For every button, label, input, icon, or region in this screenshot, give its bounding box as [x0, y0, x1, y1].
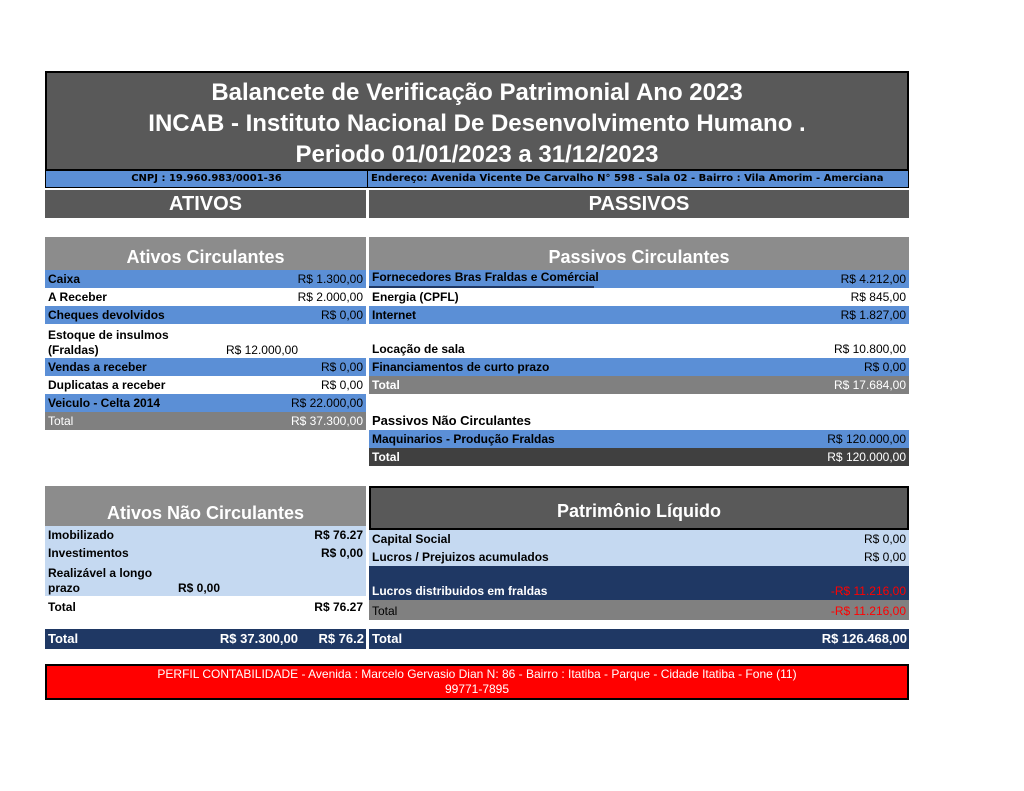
row-label: Imobilizado: [48, 528, 114, 542]
passivos-nao-circulantes-table: [369, 412, 909, 466]
table-row: [369, 324, 909, 358]
row-label: Locação de sala: [372, 342, 465, 356]
accounting-firm-footer: [45, 664, 909, 700]
footer-line-2: 99771-7895: [444, 682, 510, 696]
passivos-grand-total-row: [369, 629, 909, 649]
row-label: Total: [48, 600, 76, 614]
row-label: Total: [372, 378, 400, 392]
total-row: [369, 448, 909, 466]
ativos-nao-circulantes-title: [45, 486, 366, 526]
row-value: R$ 2.000,00: [297, 290, 363, 304]
address-cell: [367, 170, 909, 188]
address-text: Endereço: Avenida Vicente De Carvalho N° 598 - Sala 02 - Bairro : Vila Amorim - Amerciana: [371, 173, 884, 184]
ativos-heading: [45, 190, 366, 218]
row-label: Internet: [372, 308, 417, 322]
passivos-heading: [369, 190, 909, 218]
footer-line-1: PERFIL CONTABILIDADE - Avenida : Marcelo Gervasio Dian N: 86 - Bairro : Itatiba - Parque - Cidade Itatiba - Fone (11): [157, 667, 797, 681]
total-row: [369, 600, 909, 620]
passivos-circulantes-title: [369, 237, 909, 270]
passivos-nao-circulantes-title: [369, 412, 909, 430]
row-value: R$ 120.000,00: [827, 432, 906, 446]
row-value: R$ 22.000,00: [290, 396, 363, 410]
row-label: Total: [372, 604, 398, 618]
patrimonio-liquido-table: [369, 486, 909, 620]
table-row: [45, 526, 366, 544]
table-row: [369, 530, 909, 548]
table-row: [45, 324, 366, 358]
passivos-heading-text: PASSIVOS: [588, 193, 690, 215]
row-label: Duplicatas a receber: [48, 378, 166, 392]
row-value: R$ 0,00: [320, 546, 363, 560]
grand-total-value: R$ 126.468,00: [821, 631, 907, 646]
table-row: [45, 306, 366, 324]
grand-total-value: R$ 37.300,00: [219, 631, 298, 646]
table-row: [45, 544, 366, 562]
report-header: [45, 71, 909, 171]
ativos-circulantes-table: [45, 237, 366, 430]
report-period: Periodo 01/01/2023 a 31/12/2023: [295, 141, 659, 168]
row-label: Cheques devolvidos: [48, 308, 165, 322]
patrimonio-liquido-title: [369, 486, 909, 530]
table-row: [369, 566, 909, 600]
row-value: R$ 0,00: [320, 378, 363, 392]
total-row: [369, 376, 909, 394]
row-label: Estoque de insulmos (Fraldas): [48, 328, 169, 357]
table-row: [45, 394, 366, 412]
row-label: A Receber: [48, 290, 107, 304]
row-label: Fornecedores Bras Fraldas e Comércial: [369, 268, 594, 288]
grand-total-label: Total: [372, 631, 403, 646]
cnpj-cell: [45, 170, 368, 188]
row-value: R$ 0,00: [863, 550, 906, 564]
ativos-grand-total-row: [45, 629, 366, 649]
table-row: [369, 548, 909, 566]
row-label: Financiamentos de curto prazo: [372, 360, 550, 374]
row-value: R$ 0,00: [863, 532, 906, 546]
row-label: Realizável a longo prazo: [48, 566, 153, 595]
table-row: [369, 288, 909, 306]
table-row: [369, 306, 909, 324]
row-value: R$ 0,00: [178, 581, 221, 595]
row-value: R$ 1.300,00: [297, 272, 363, 286]
row-value: -R$ 11.216,00: [830, 584, 906, 598]
row-label: Maquinarios - Produção Fraldas: [372, 432, 555, 446]
passivos-circulantes-table: [369, 237, 909, 394]
passivos-circulantes-title-text: Passivos Circulantes: [548, 247, 730, 267]
passivos-nao-circulantes-title-text: Passivos Não Circulantes: [372, 413, 531, 428]
total-row: [45, 596, 366, 616]
ativos-circulantes-title: [45, 237, 366, 270]
row-value: R$ 37.300,00: [290, 414, 363, 428]
row-value: -R$ 11.216,00: [830, 604, 906, 618]
table-row: [45, 376, 366, 394]
row-value: R$ 4.212,00: [840, 272, 906, 286]
row-label: Lucros distribuidos em fraldas: [372, 584, 548, 598]
row-value: R$ 845,00: [850, 290, 906, 304]
row-value: R$ 1.827,00: [840, 308, 906, 322]
table-row: [369, 358, 909, 376]
grand-total-label: Total: [48, 631, 79, 646]
row-value: R$ 10.800,00: [833, 342, 906, 356]
grand-total-value-secondary: R$ 76.2: [318, 631, 364, 646]
table-row: [369, 270, 909, 288]
table-row: [45, 562, 366, 596]
organization-name: INCAB - Instituto Nacional De Desenvolvimento Humano .: [148, 110, 806, 137]
ativos-nao-circulantes-title-text: Ativos Não Circulantes: [106, 503, 305, 523]
row-label: Total: [48, 414, 74, 428]
ativos-heading-text: ATIVOS: [169, 193, 242, 215]
patrimonio-liquido-title-text: Patrimônio Líquido: [557, 501, 721, 521]
report-title: Balancete de Verificação Patrimonial Ano 2023: [211, 79, 743, 106]
row-label: Vendas a receber: [48, 360, 147, 374]
row-value: R$ 12.000,00: [225, 343, 298, 357]
row-value: R$ 76.27: [314, 528, 363, 542]
ativos-nao-circulantes-table: [45, 486, 366, 616]
row-label: Total: [372, 450, 400, 464]
row-label: Lucros / Prejuizos acumulados: [372, 550, 549, 564]
row-value: R$ 76.27: [314, 600, 363, 614]
row-value: R$ 0,00: [320, 360, 363, 374]
row-label: Energia (CPFL): [372, 290, 459, 304]
row-label: Investimentos: [48, 546, 129, 560]
row-value: R$ 17.684,00: [833, 378, 906, 392]
table-row: [45, 358, 366, 376]
table-row: [369, 430, 909, 448]
row-label: Capital Social: [372, 532, 451, 546]
row-label: Veiculo - Celta 2014: [48, 396, 161, 410]
table-row: [45, 288, 366, 306]
total-row: [45, 412, 366, 430]
table-row: [45, 270, 366, 288]
row-value: R$ 0,00: [863, 360, 906, 374]
ativos-circulantes-title-text: Ativos Circulantes: [126, 247, 285, 267]
row-value: R$ 120.000,00: [827, 450, 906, 464]
cnpj-text: CNPJ : 19.960.983/0001-36: [131, 173, 282, 184]
row-label: Caixa: [48, 272, 81, 286]
row-value: R$ 0,00: [320, 308, 363, 322]
